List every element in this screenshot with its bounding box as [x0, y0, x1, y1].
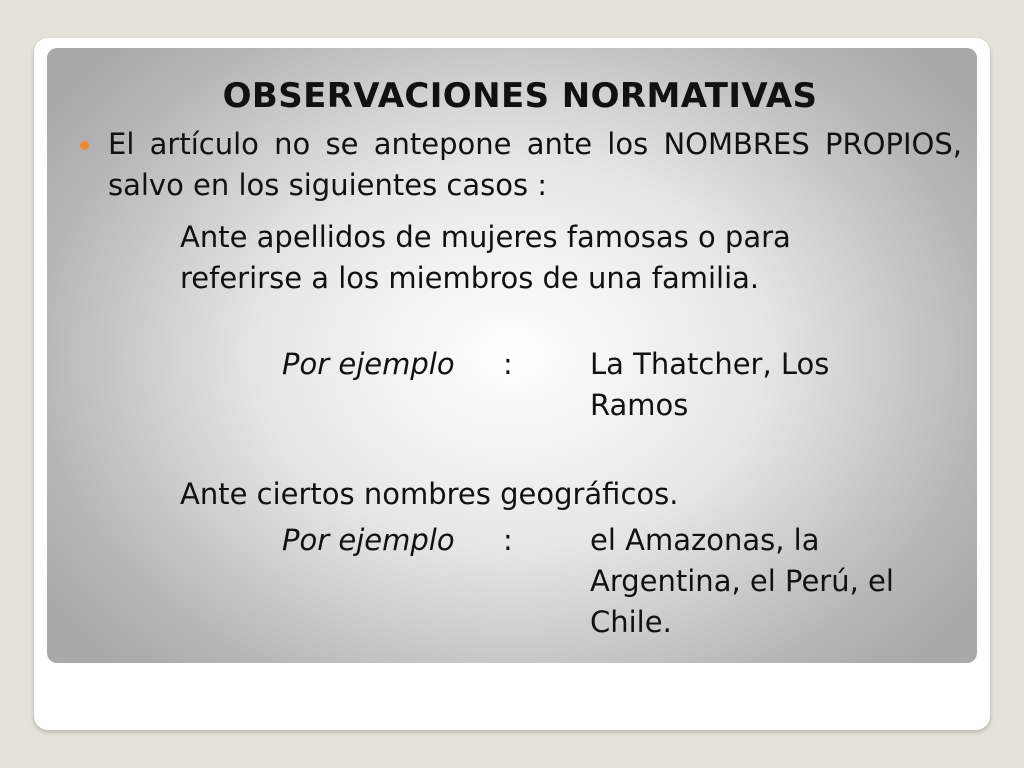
case-2-text: Ante ciertos nombres geográficos. [180, 477, 679, 511]
bullet-dot-icon [80, 141, 89, 150]
case-2-example-label: Por ejemplo [282, 523, 455, 557]
slide-title: OBSERVACIONES NORMATIVAS [222, 76, 818, 116]
case-1-example-label: Por ejemplo [282, 347, 455, 381]
case-2-example-value: el Amazonas, la Argentina, el Perú, el Chile. [590, 523, 894, 639]
case-1-text: Ante apellidos de mujeres famosas o para referirse a los miembros de una familia. [180, 220, 791, 295]
case-2-example-colon: : [503, 523, 513, 557]
case-1-example-value: La Thatcher, Los Ramos [590, 347, 830, 422]
case-1-example-colon: : [503, 347, 513, 381]
bullet-text: El artículo no se antepone ante los NOMBRES PROPIOS, salvo en los siguientes casos : [108, 127, 962, 202]
